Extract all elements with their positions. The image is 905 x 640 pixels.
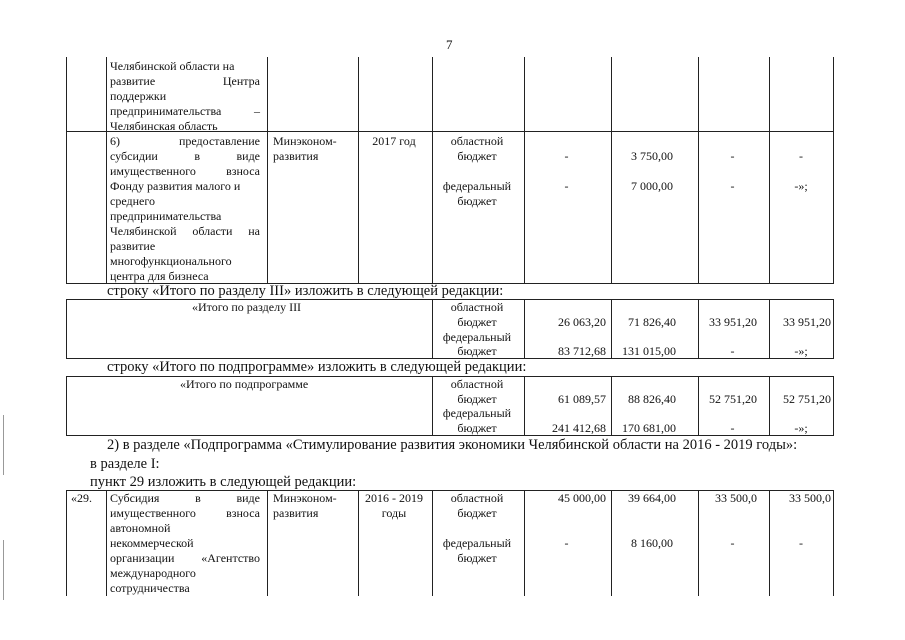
term-label: годы	[381, 506, 407, 520]
source-name: бюджет	[457, 506, 497, 520]
value-cell: 8 160,00	[631, 536, 673, 550]
value-cell: 241 412,68	[552, 421, 606, 435]
instruction-text: 2) в разделе «Подпрограмма «Стимулирование развития экономики Челябинской области на 2016 - 2019 годы»:	[107, 437, 798, 453]
value-cell: -	[730, 179, 735, 193]
cell-text-line: Фонду развития малого и	[110, 179, 241, 193]
source-name: федеральный	[442, 536, 512, 550]
value-cell: -	[730, 149, 735, 163]
term-label: 2016 - 2019	[365, 491, 423, 505]
executor-label: Минэконом-	[273, 134, 337, 148]
cell-text-line: развитие Центра	[110, 74, 260, 88]
cell-text-line: среднего	[110, 194, 155, 208]
cell-text-line: центра для бизнеса	[110, 269, 209, 283]
source-name: областной	[450, 134, 504, 148]
value-cell: -	[564, 179, 569, 193]
value-cell: 26 063,20	[558, 315, 606, 329]
value-cell: -	[799, 149, 803, 163]
cell-text-line: многофункционального	[110, 254, 232, 268]
item-number: «29.	[71, 491, 92, 505]
value-cell: -	[730, 536, 735, 550]
source-name: бюджет	[457, 194, 497, 208]
value-cell: 39 664,00	[628, 491, 676, 505]
value-cell: -	[564, 536, 569, 550]
value-cell: -	[730, 344, 735, 358]
cell-text-line: организации «Агентство	[110, 551, 260, 565]
value-cell: 71 826,40	[628, 315, 676, 329]
value-cell: 33 951,20	[709, 315, 757, 329]
scan-margin-mark	[3, 540, 4, 600]
cell-text-line: Челябинской области на	[110, 224, 260, 238]
total-label: «Итого по подпрограмме	[180, 377, 309, 391]
cell-text-line: международного	[110, 566, 196, 580]
value-cell: 3 750,00	[631, 149, 673, 163]
source-name: областной	[450, 491, 504, 505]
value-cell: 61 089,57	[558, 392, 606, 406]
source-name: бюджет	[457, 149, 497, 163]
source-name: областной	[450, 300, 504, 314]
cell-text-line: Челябинская область	[110, 119, 218, 133]
cell-text-line: некоммерческой	[110, 536, 194, 550]
source-name: бюджет	[457, 315, 497, 329]
instruction-text: пункт 29 изложить в следующей редакции:	[90, 474, 357, 490]
cell-text-line: автономной	[110, 521, 171, 535]
source-name: бюджет	[457, 551, 497, 565]
value-cell: 170 681,00	[622, 421, 676, 435]
source-name: федеральный	[442, 330, 512, 344]
value-cell: 33 500,0	[789, 491, 831, 505]
instruction-text: строку «Итого по подпрограмме» изложить в следующей редакции:	[107, 359, 527, 375]
executor-label: развития	[273, 506, 319, 520]
cell-text-line: Субсидия в виде	[110, 491, 260, 505]
cell-text-line: Челябинской области на	[110, 59, 235, 73]
value-cell: 83 712,68	[558, 344, 606, 358]
source-name: федеральный	[442, 406, 512, 420]
value-cell: 52 751,20	[783, 392, 831, 406]
cell-text-line: субсидии в виде	[110, 149, 260, 163]
value-cell: 33 500,0	[715, 491, 757, 505]
cell-text-line: 6) предоставление	[110, 134, 260, 148]
page-number: 7	[446, 37, 453, 52]
cell-text-line: поддержки	[110, 89, 167, 103]
cell-text-line: предпринимательства	[110, 209, 222, 223]
value-cell: -»;	[794, 179, 808, 193]
value-cell: 131 015,00	[622, 344, 676, 358]
scan-margin-mark	[3, 415, 4, 475]
source-name: федеральный	[442, 179, 512, 193]
cell-text-line: имущественного взноса	[110, 506, 260, 520]
value-cell: -	[564, 149, 569, 163]
source-name: бюджет	[457, 344, 497, 358]
executor-label: Минэконом-	[273, 491, 337, 505]
cell-text-line: предпринимательства –	[110, 104, 260, 118]
source-name: бюджет	[457, 421, 497, 435]
executor-label: развития	[273, 149, 319, 163]
source-name: областной	[450, 377, 504, 391]
total-label: «Итого по разделу III	[192, 300, 302, 314]
cell-text-line: имущественного взноса	[110, 164, 260, 178]
cell-text-line: развитие	[110, 239, 156, 253]
value-cell: 88 826,40	[628, 392, 676, 406]
value-cell: -	[730, 421, 735, 435]
value-cell: 45 000,00	[558, 491, 606, 505]
value-cell: 33 951,20	[783, 315, 831, 329]
value-cell: -»;	[794, 421, 808, 435]
instruction-text: в разделе I:	[90, 456, 160, 472]
source-name: бюджет	[457, 392, 497, 406]
value-cell: 52 751,20	[709, 392, 757, 406]
cell-text-line: сотрудничества	[110, 581, 190, 595]
instruction-text: строку «Итого по разделу III» изложить в следующей редакции:	[107, 283, 504, 299]
value-cell: 7 000,00	[631, 179, 673, 193]
value-cell: -	[799, 536, 803, 550]
term-label: 2017 год	[372, 134, 416, 148]
value-cell: -»;	[794, 344, 808, 358]
